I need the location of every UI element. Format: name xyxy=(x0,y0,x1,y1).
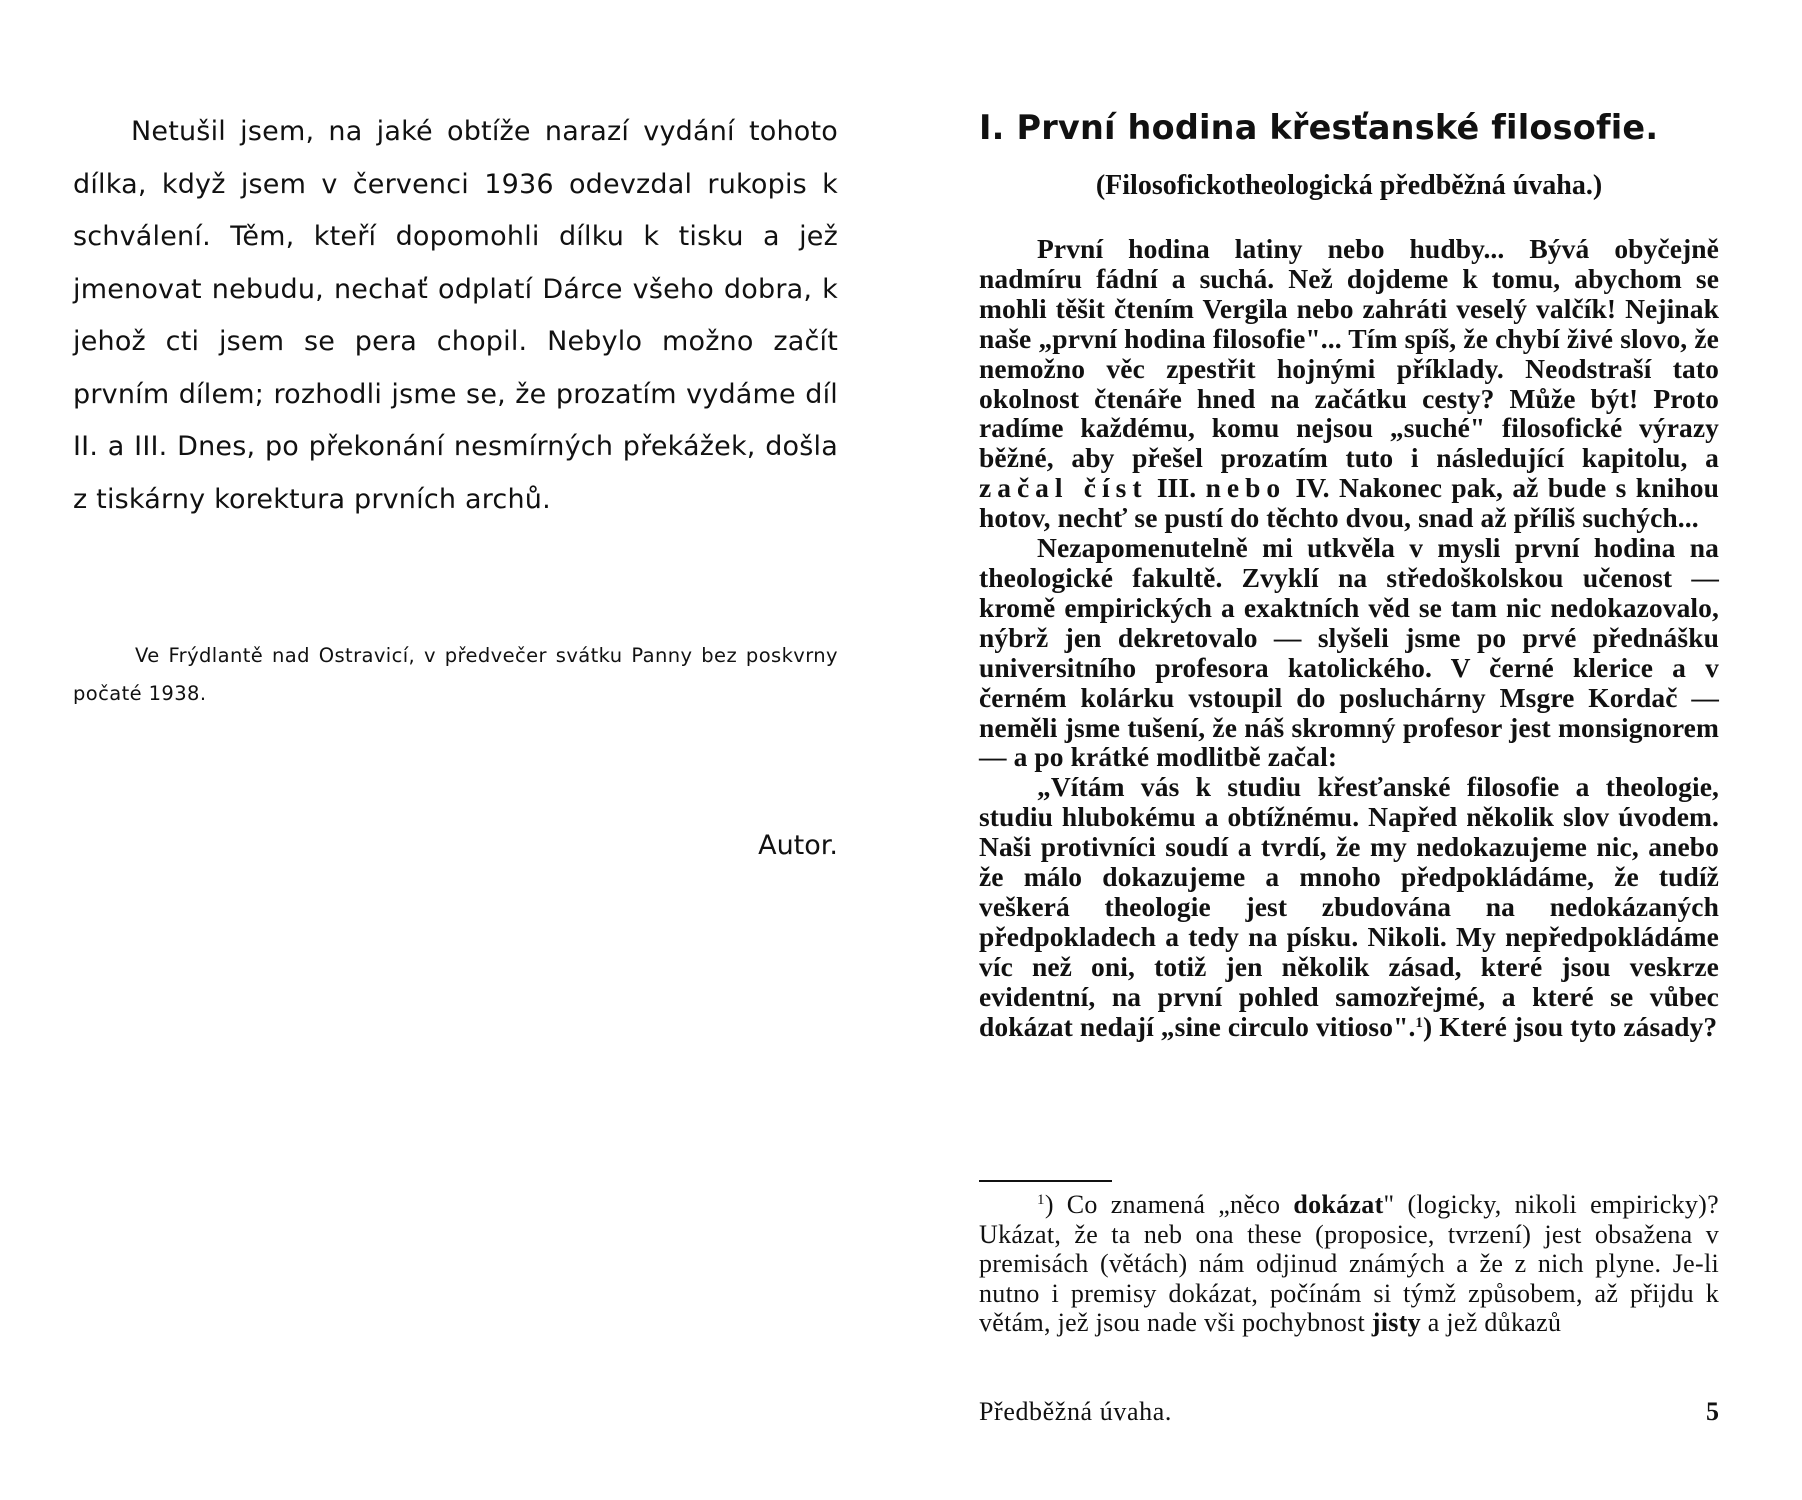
running-footer: Předběžná úvaha. xyxy=(979,1397,1172,1426)
page-number: 5 xyxy=(1706,1397,1719,1426)
footnote-text: ) Co znamená „něco xyxy=(1044,1190,1294,1219)
paragraph-1-start: První hodina latiny nebo hudby... Bývá obyčejně nadmíru fádní a suchá. Než dojdeme k tomu, abychom se mohli těšit čtením Vergila nebo zahráti veselý valčík! Nejinak naše „první hodina filosofie"... Tím spíš, že chybí živé slovo, že nemožno věc zpestřit hojnými příklady. Neodstraší tato okolnost čtenáře hned na začátku cesty? Může být! Proto radíme každému, komu nejsou „suché" filosofické výrazy běžné, aby přešel prozatím tuto i následující kapitolu, a xyxy=(979,233,1719,474)
preface-paragraph xyxy=(73,106,838,526)
place-date-line xyxy=(73,637,838,713)
preface-text: Netušil jsem, na jaké obtíže narazí vydání tohoto dílka, když jsem v červenci 1936 odevzdal rukopis k schválení. Těm, kteří dopomohli dílku k tisku a jež jmenovat nebudu, nechať odplatí Dárce všeho dobra, k jehož cti jsem se pera chopil. Nebylo možno začít prvním dílem; rozhodli jsme se, že prozatím vydáme díl II. a III. Dnes, po překonání nesmírných překážek, došla z tiskárny korektura prvních archů. xyxy=(73,116,838,515)
paragraph-3-start: „Vítám vás k studiu křesťanské filosofie a theologie, studiu hlubokému a obtížnému. Napřed několik slov úvodem. Naši protivníci soudí a tvrdí, že my nedokazujeme nic, anebo že málo dokazujeme a mnoho předpokládáme, že tudíž veškerá theologie jest zbudována na nedokázaných předpokladech a tedy na písku. Nikoli. My nepředpokládáme víc než oni, totiž jen několik zásad, které jsou veskrze evidentní, na první pohled samozřejmé, a které se vůbec dokázat nedají „sine circulo vitioso". xyxy=(979,771,1719,1042)
paragraph-1 xyxy=(979,234,1719,533)
footnote-emphasis: dokázat xyxy=(1293,1190,1384,1219)
footnote-emphasis: jisty xyxy=(1371,1308,1421,1337)
paragraph-1-end: IV. Nakonec pak, až bude s knihou hotov, nechť se pustí do těchto dvou, snad až příliš suchých... xyxy=(979,472,1719,534)
footnote-text: " (logicky, nikoli empiricky)? Ukázat, že ta neb ona these (proposice, tvrzení) jest obsažena v premisách (větách) nám odjinud známých a že z nich plyne. Je-li nutno i premisy dokázat, počínám si týmž způsobem, až přijdu k větám, jež jsou nade vši pochybnost xyxy=(979,1190,1719,1337)
chapter-body xyxy=(979,234,1719,1041)
chapter-subtitle: (Filosofickotheologická předběžná úvaha.) xyxy=(1095,170,1603,201)
footnote-divider xyxy=(979,1180,1112,1182)
footnote-text: a jež důkazů xyxy=(1420,1308,1562,1337)
author-signature: Autor. xyxy=(758,830,838,861)
chapter-title: I. První hodina křesťanské filosofie. xyxy=(979,108,1659,147)
paragraph-2: Nezapomenutelně mi utkvěla v mysli první hodina na theologické fakultě. Zvyklí na středoškolskou učenost — kromě empirických a exaktních věd se tam nic nedokazovalo, nýbrž jen dekretovalo — slyšeli jsme po prvé přednášku universitního profesora katolického. V černé klerice a v černém kolárku vstoupil do posluchárny Msgre Kordač — neměli jsme tušení, že náš skromný profesor jest monsignorem — a po krátké modlitbě začal: xyxy=(979,532,1719,773)
footnote xyxy=(979,1190,1719,1338)
place-date-text: Ve Frýdlantě nad Ostravicí, v předvečer svátku Panny bez poskvrny počaté 1938. xyxy=(73,644,838,705)
left-page xyxy=(0,0,900,1500)
spaced-emphasis: začal číst xyxy=(979,472,1148,504)
footnote-marker: 1 xyxy=(1037,1192,1045,1208)
right-page xyxy=(900,0,1802,1500)
paragraph-3 xyxy=(979,772,1719,1041)
footnote-reference[interactable]: 1 xyxy=(1415,1014,1424,1031)
paragraph-3-end: ) Které jsou tyto zásady? xyxy=(1423,1010,1718,1042)
spaced-emphasis: nebo xyxy=(1205,472,1287,504)
paragraph-1-mid: III. xyxy=(1147,472,1206,504)
